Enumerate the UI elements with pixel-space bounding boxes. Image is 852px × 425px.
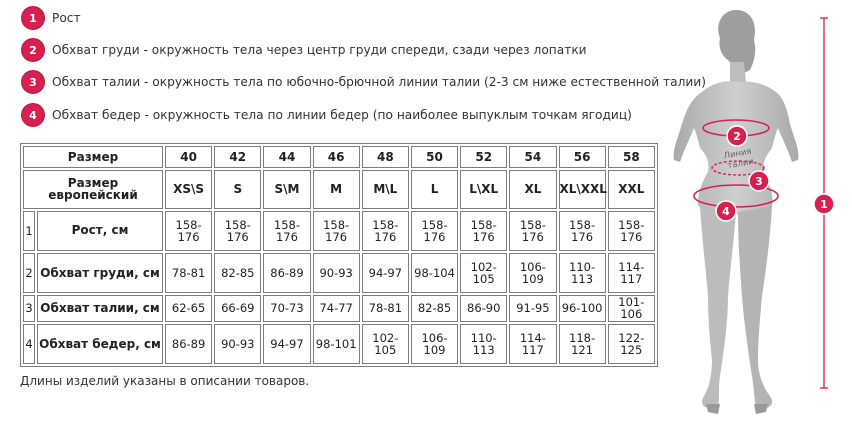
- size-cell: 46: [313, 146, 360, 168]
- table-cell: 106-109: [411, 324, 458, 364]
- table-cell: 98-101: [313, 324, 360, 364]
- legend-text: Рост: [52, 11, 81, 25]
- legend-item-height: [22, 6, 81, 30]
- table-cell: 86-89: [165, 324, 212, 364]
- table-cell: 158-176: [362, 211, 409, 251]
- legend-badge: 4: [22, 104, 44, 126]
- legend-text: Обхват талии - окружность тела по юбочно-брючной линии талии (2-3 см ниже естественной талии): [52, 75, 706, 89]
- waist-label-line1: Линия: [722, 146, 753, 162]
- table-cell: 158-176: [313, 211, 360, 251]
- euro-cell: XS\S: [165, 170, 212, 208]
- table-cell: 96-100: [559, 295, 606, 321]
- table-cell: 106-109: [509, 253, 556, 293]
- table-cell: 86-89: [263, 253, 310, 293]
- table-cell: 82-85: [411, 295, 458, 321]
- body-silhouette-figure: [662, 0, 852, 425]
- marker-badge-hips: [716, 201, 736, 221]
- table-cell: 74-77: [313, 295, 360, 321]
- table-cell: 110-113: [559, 253, 606, 293]
- euro-cell: XL\XXL: [559, 170, 606, 208]
- size-header: Размер: [23, 146, 163, 168]
- size-table: [20, 143, 658, 367]
- row-label: Обхват груди, см: [37, 253, 163, 293]
- table-cell: 62-65: [165, 295, 212, 321]
- svg-text:2: 2: [733, 130, 741, 143]
- legend-item-chest: [22, 38, 587, 62]
- size-cell: 54: [509, 146, 556, 168]
- legend-item-waist: [22, 70, 706, 94]
- row-label: Обхват бедер, см: [37, 324, 163, 364]
- table-row: [23, 295, 655, 321]
- table-cell: 94-97: [263, 324, 310, 364]
- marker-badge-height: [814, 194, 834, 214]
- table-row: [23, 211, 655, 251]
- euro-cell: XXL: [608, 170, 655, 208]
- table-cell: 122-125: [608, 324, 655, 364]
- table-cell: 101-106: [608, 295, 655, 321]
- table-cell: 114-117: [509, 324, 556, 364]
- euro-cell: S\M: [263, 170, 310, 208]
- table-euro-row: [23, 170, 655, 208]
- svg-text:4: 4: [722, 205, 730, 218]
- table-cell: 102-105: [460, 253, 507, 293]
- euro-cell: XL: [509, 170, 556, 208]
- legend-badge: 2: [22, 39, 44, 61]
- table-cell: 158-176: [214, 211, 261, 251]
- table-row: [23, 324, 655, 364]
- legend-text: Обхват бедер - окружность тела по линии бедер (по наиболее выпуклым точкам ягодиц): [52, 108, 632, 122]
- size-cell: 40: [165, 146, 212, 168]
- table-cell: 158-176: [559, 211, 606, 251]
- size-cell: 48: [362, 146, 409, 168]
- row-number: 3: [23, 295, 35, 321]
- table-cell: 90-93: [214, 324, 261, 364]
- euro-cell: M: [313, 170, 360, 208]
- row-label: Рост, см: [37, 211, 163, 251]
- table-cell: 158-176: [460, 211, 507, 251]
- size-cell: 58: [608, 146, 655, 168]
- legend-text: Обхват груди - окружность тела через центр груди спереди, сзади через лопатки: [52, 43, 587, 57]
- table-cell: 110-113: [460, 324, 507, 364]
- row-number: 2: [23, 253, 35, 293]
- table-cell: 78-81: [165, 253, 212, 293]
- size-cell: 56: [559, 146, 606, 168]
- euro-cell: L\XL: [460, 170, 507, 208]
- table-cell: 158-176: [165, 211, 212, 251]
- table-row: [23, 253, 655, 293]
- table-cell: 82-85: [214, 253, 261, 293]
- table-cell: 158-176: [608, 211, 655, 251]
- table-cell: 86-90: [460, 295, 507, 321]
- table-cell: 158-176: [509, 211, 556, 251]
- table-cell: 90-93: [313, 253, 360, 293]
- size-cell: 52: [460, 146, 507, 168]
- legend-badge: 3: [22, 71, 44, 93]
- table-cell: 158-176: [263, 211, 310, 251]
- euro-cell: M\L: [362, 170, 409, 208]
- table-cell: 158-176: [411, 211, 458, 251]
- table-cell: 94-97: [362, 253, 409, 293]
- size-cell: 50: [411, 146, 458, 168]
- table-cell: 70-73: [263, 295, 310, 321]
- legend-item-hips: [22, 103, 632, 127]
- row-number: 4: [23, 324, 35, 364]
- euro-cell: L: [411, 170, 458, 208]
- table-cell: 78-81: [362, 295, 409, 321]
- row-number: 1: [23, 211, 35, 251]
- size-cell: 44: [263, 146, 310, 168]
- legend-badge: 1: [22, 7, 44, 29]
- waist-label-line2: талии: [726, 156, 755, 172]
- euro-cell: S: [214, 170, 261, 208]
- table-header-row: [23, 146, 655, 168]
- table-cell: 102-105: [362, 324, 409, 364]
- size-cell: 42: [214, 146, 261, 168]
- marker-badge-chest: [727, 126, 747, 146]
- table-cell: 91-95: [509, 295, 556, 321]
- table-cell: 98-104: [411, 253, 458, 293]
- euro-header: Размер европейский: [23, 170, 163, 208]
- svg-text:3: 3: [755, 175, 763, 188]
- length-note: Длины изделий указаны в описании товаров.: [20, 374, 310, 388]
- table-cell: 114-117: [608, 253, 655, 293]
- svg-text:1: 1: [820, 198, 828, 211]
- marker-badge-waist: [749, 171, 769, 191]
- table-cell: 118-121: [559, 324, 606, 364]
- row-label: Обхват талии, см: [37, 295, 163, 321]
- table-cell: 66-69: [214, 295, 261, 321]
